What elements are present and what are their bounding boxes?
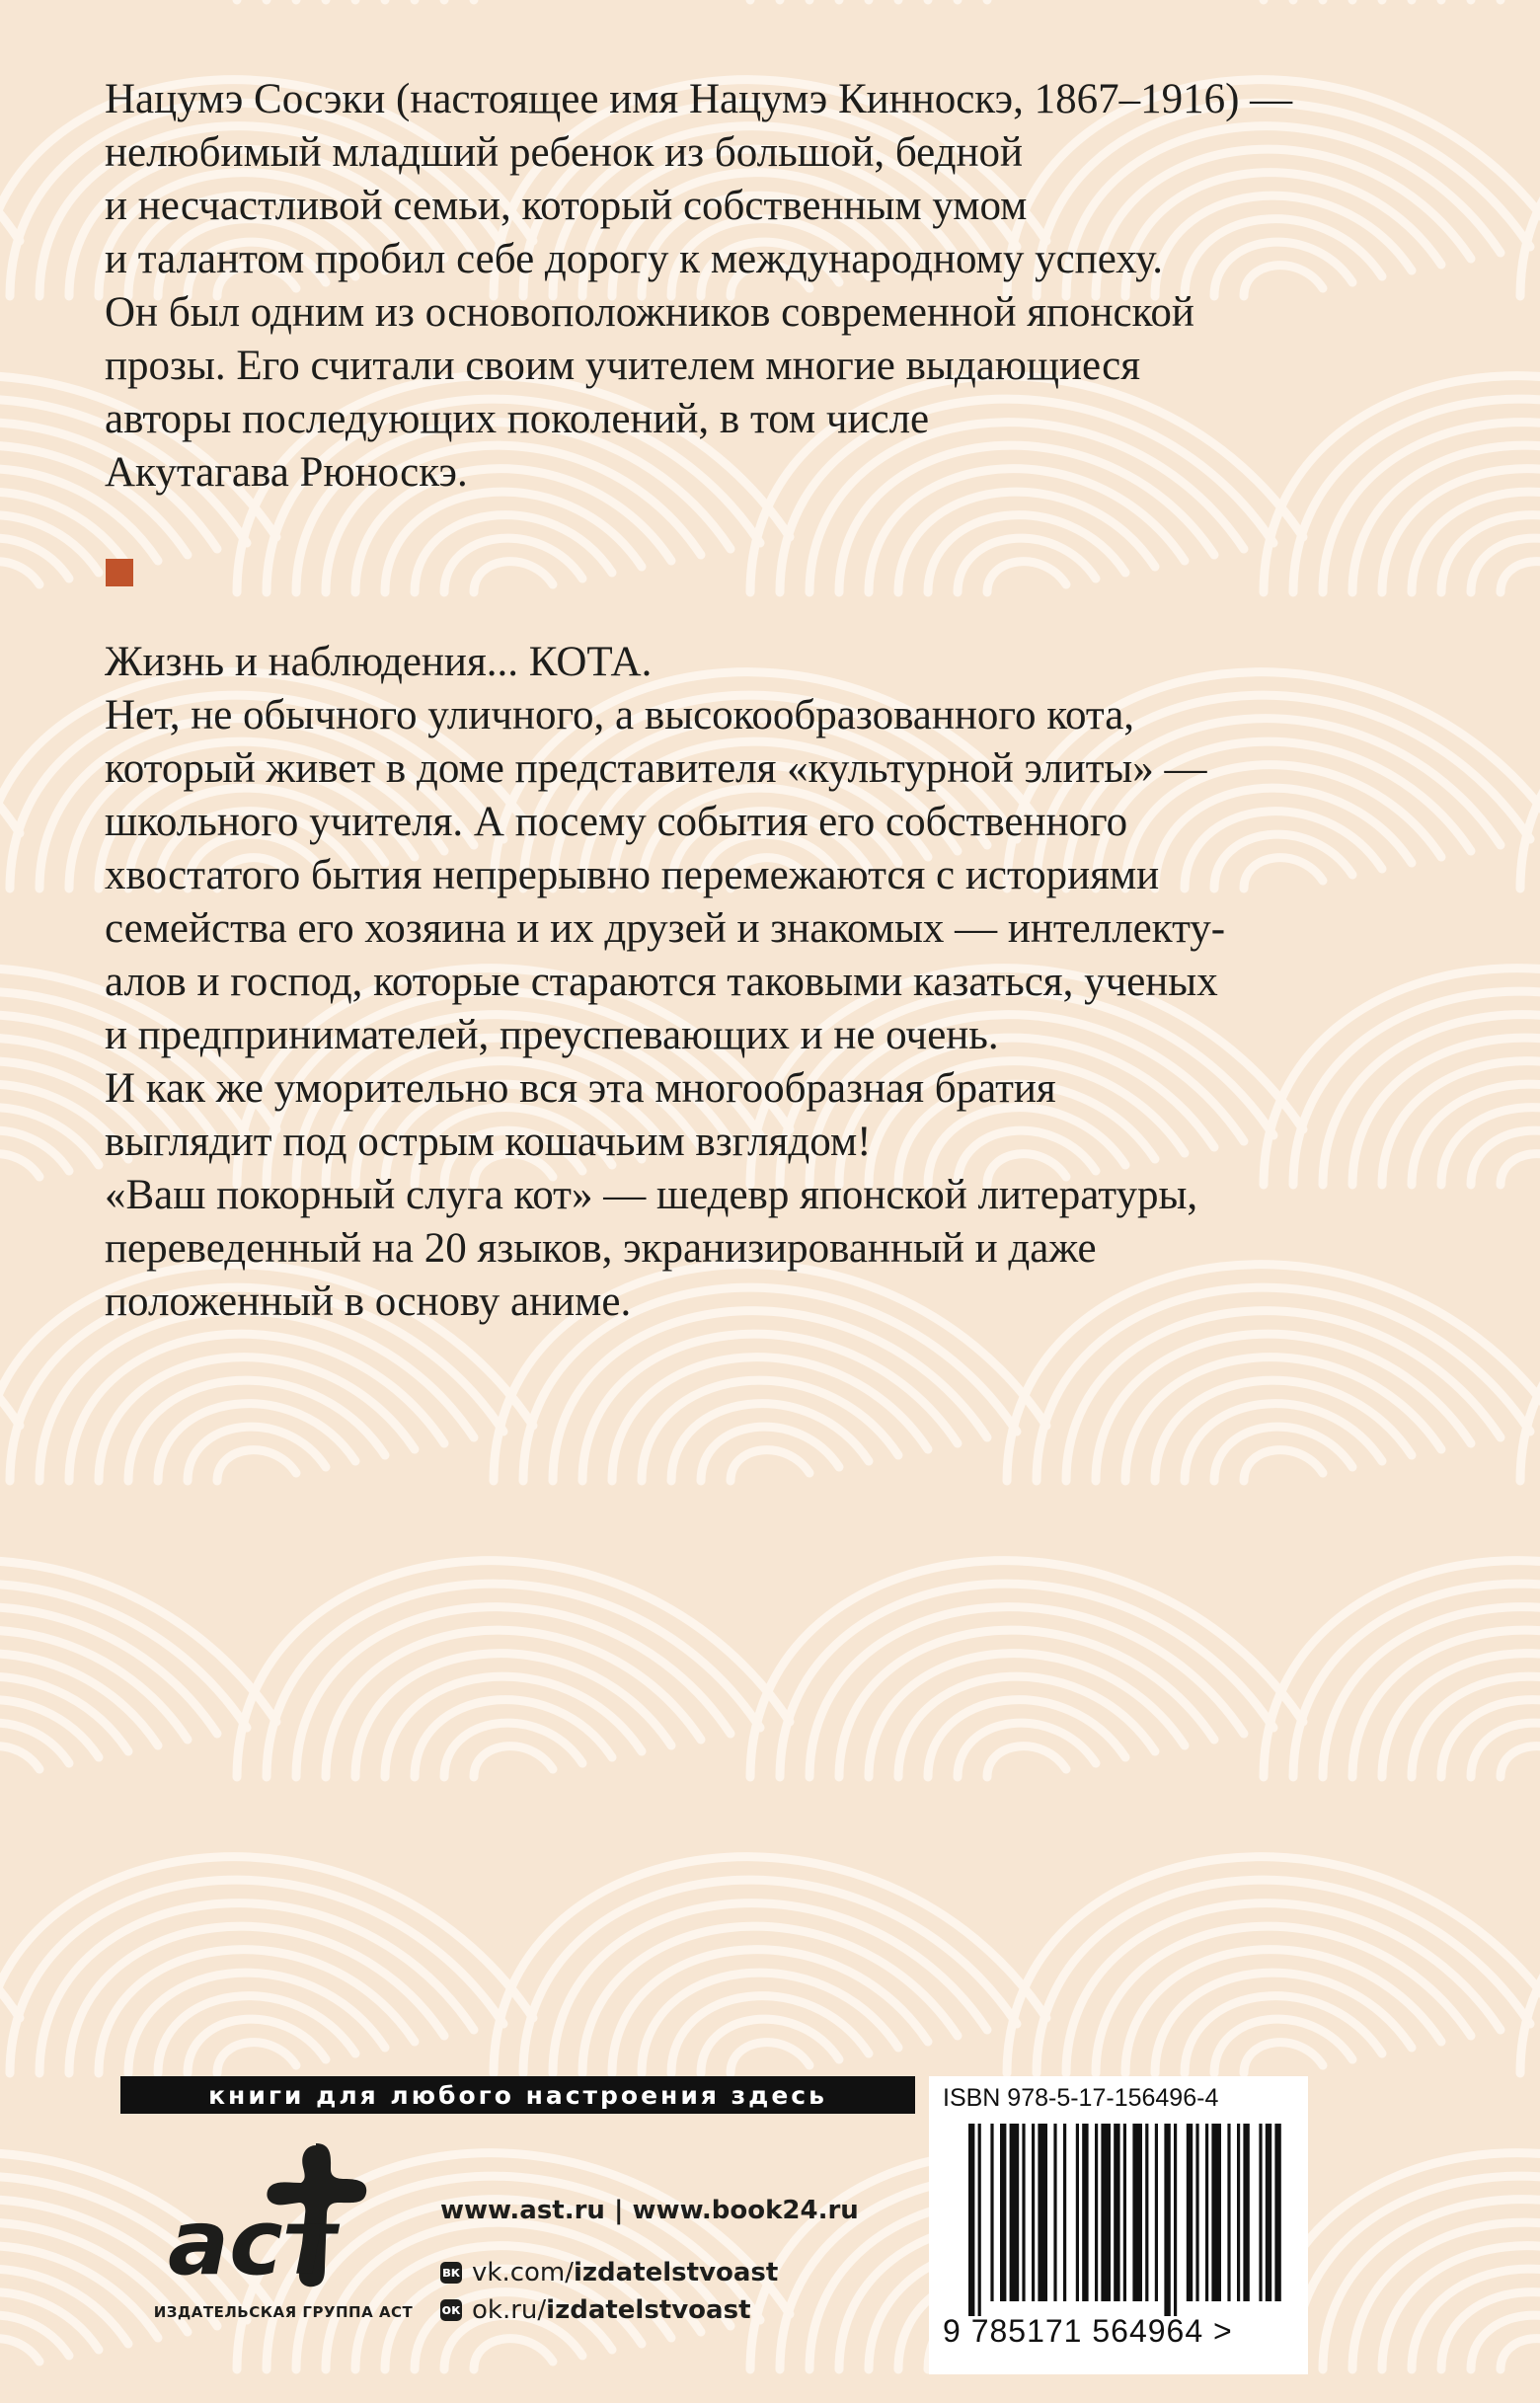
barcode-bar	[1082, 2124, 1088, 2301]
description-line: хвостатого бытия непрерывно перемежаются с историями	[105, 852, 1160, 898]
barcode-bar	[1145, 2124, 1148, 2301]
barcode-bar	[1010, 2124, 1020, 2301]
barcode-bars	[968, 2124, 1284, 2316]
ast-logo-text: аст	[168, 2190, 336, 2295]
bio-line: Акутагава Рюноскэ.	[105, 449, 468, 496]
barcode-bar	[1155, 2124, 1158, 2301]
barcode-bar	[1227, 2124, 1230, 2301]
description-line: семейства его хозяина и их друзей и знакомых — интеллекту-	[105, 905, 1226, 952]
barcode-bar	[990, 2124, 993, 2301]
barcode-bar	[1243, 2124, 1249, 2301]
wave-stroke	[1244, 2043, 1323, 2073]
ok-icon: ок	[440, 2299, 462, 2321]
barcode-bar	[1038, 2124, 1047, 2301]
wave-stroke	[474, 1746, 553, 1777]
description-line: алов и господ, которые стараются таковыми казаться, ученых	[105, 959, 1218, 1005]
barcode-bar	[1174, 2124, 1177, 2316]
barcode-bar	[978, 2124, 981, 2316]
barcode-bar	[1076, 2124, 1079, 2301]
wave-stroke	[1501, 562, 1540, 592]
description-line: Жизнь и наблюдения... КОТА.	[105, 639, 653, 685]
barcode-bar	[1000, 2124, 1006, 2301]
description-line: переведенный на 20 языков, экранизированный и даже	[105, 1225, 1097, 1272]
barcode-panel	[929, 2076, 1308, 2374]
vk-prefix: vk.com/	[472, 2258, 574, 2287]
wave-stroke	[474, 562, 553, 592]
description-line: школьного учителя. А посему события его собственного	[105, 799, 1128, 845]
wave-stroke	[987, 1746, 1066, 1777]
section-marker	[106, 559, 133, 586]
barcode-bar	[1259, 2124, 1262, 2301]
bio-line: и несчастливой семьи, который собственным умом	[105, 183, 1028, 229]
ok-handle: izdatelstvoast	[546, 2295, 751, 2325]
bio-line: прозы. Его считали своим учителем многие выдающиеся	[105, 343, 1141, 389]
wave-stroke	[1501, 1154, 1540, 1185]
wave-stroke	[0, 1746, 39, 1777]
barcode-bar	[1063, 2124, 1066, 2301]
isbn-label: ISBN 978-5-17-156496-4	[943, 2084, 1219, 2112]
bio-line: нелюбимый младший ребенок из большой, бедной	[105, 129, 1024, 176]
book-description	[105, 636, 1467, 1329]
wave-stroke	[217, 2043, 296, 2073]
barcode-bar	[1266, 2124, 1271, 2301]
vk-link[interactable]	[440, 2258, 778, 2287]
wave-stroke	[731, 1450, 809, 1481]
bio-line: и талантом пробил себе дорогу к международному успеху.	[105, 236, 1164, 282]
barcode-bar	[1132, 2124, 1142, 2301]
wave-stroke	[474, 2339, 553, 2369]
ok-prefix: ok.ru/	[472, 2295, 547, 2325]
wave-stroke	[1501, 1746, 1540, 1777]
barcode-bar	[1095, 2124, 1098, 2301]
wave-stroke	[217, 1450, 296, 1481]
barcode-bar	[968, 2124, 974, 2316]
barcode-bar	[1053, 2124, 1056, 2301]
wave-stroke	[0, 1154, 39, 1185]
description-line: выглядит под острым кошачьим взглядом!	[105, 1119, 872, 1165]
barcode-bar	[1205, 2124, 1208, 2301]
wave-stroke	[0, 562, 39, 592]
vk-handle: izdatelstvoast	[574, 2258, 779, 2287]
description-line: и предпринимателей, преуспевающих и не очень.	[105, 1012, 999, 1058]
barcode-bar	[1123, 2124, 1126, 2301]
description-line: положенный в основу аниме.	[105, 1279, 632, 1325]
bio-line: Нацумэ Сосэки (настоящее имя Нацумэ Киннoскэ, 1867–1916) —	[105, 76, 1293, 122]
barcode-digits: 9 785171 564964 >	[943, 2313, 1233, 2349]
wave-stroke	[731, 2043, 809, 2073]
wave-stroke	[1501, 2339, 1540, 2369]
bio-line: авторы последующих поколений, в том числе	[105, 396, 930, 442]
ok-link[interactable]	[440, 2295, 751, 2325]
bio-line: Он был одним из основоположников современной японской	[105, 289, 1194, 336]
description-line: И как же уморительно вся эта многообразная братия	[105, 1065, 1056, 1112]
barcode-bar	[1101, 2124, 1111, 2301]
barcode-bar	[1032, 2124, 1035, 2301]
barcode-bar	[1195, 2124, 1198, 2301]
author-bio	[105, 73, 1467, 500]
barcode-bar	[1164, 2124, 1170, 2316]
barcode-bar	[1114, 2124, 1119, 2301]
description-line: который живет в доме представителя «культурной элиты» —	[105, 745, 1207, 792]
barcode-bar	[1211, 2124, 1221, 2301]
vk-icon: вк	[440, 2262, 462, 2284]
description-line: «Ваш покорный слуга кот» — шедевр японской литературы,	[105, 1172, 1198, 1218]
barcode-bar	[1187, 2124, 1193, 2301]
wave-stroke	[0, 2339, 39, 2369]
publisher-tagline: книги для любого настроения здесь	[120, 2076, 915, 2114]
wave-stroke	[1244, 1450, 1323, 1481]
barcode-bar	[1274, 2124, 1280, 2301]
barcode-bar	[1022, 2124, 1025, 2301]
publisher-websites[interactable]: www.ast.ru | www.book24.ru	[440, 2196, 859, 2225]
wave-stroke	[987, 562, 1066, 592]
description-line: Нет, не обычного уличного, а высокообразованного кота,	[105, 692, 1135, 738]
publisher-caption: ИЗДАТЕЛЬСКАЯ ГРУППА АСТ	[153, 2303, 414, 2321]
barcode-bar	[1237, 2124, 1240, 2301]
